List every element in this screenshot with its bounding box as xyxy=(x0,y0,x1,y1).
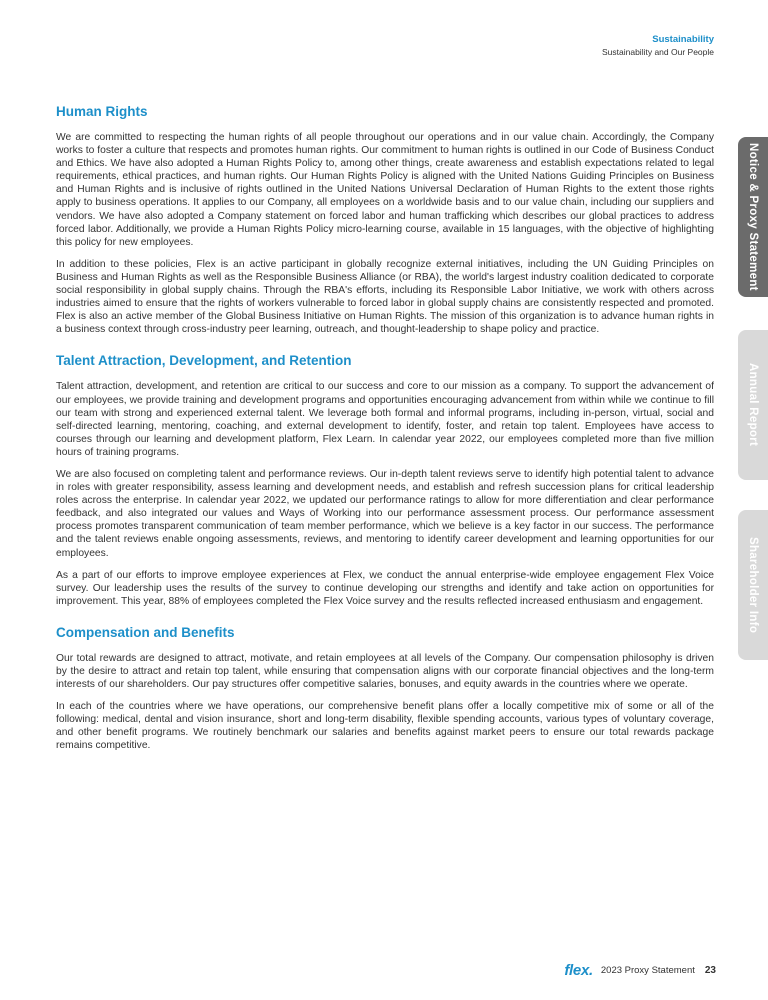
paragraph: We are also focused on completing talent and performance reviews. Our in-depth talent reviews serve to identify high potential talent to advance in roles with greater responsibility, assess learning and development needs, and establish and refresh succession plans for critical leadership roles across the enterprise. In calendar year 2022, we updated our performance ratings to allow for more differentiation and clear performance feedback, and also integrated our values and Ways of Working into our performance assessment process. Our performance assessment process promotes transparent communication of team member performance, which we believe is a key factor in our success. The performance and the talent reviews enable ongoing assessments, reviews, and mentoring to identify career development and learning opportunities for our employees. xyxy=(56,468,714,559)
section-title-compensation: Compensation and Benefits xyxy=(56,624,235,640)
tab-annual-report[interactable] xyxy=(738,330,768,480)
page-footer xyxy=(564,962,716,979)
tab-shareholder-info[interactable] xyxy=(738,510,768,660)
footer-document-title: 2023 Proxy Statement xyxy=(600,965,695,976)
paragraph: Talent attraction, development, and retention are critical to our success and core to our mission as a company. To support the advancement of our employees, we provide training and development programs and opportunities encouraging advancement from within while we continue to fill our team with strong and experienced external talent. We leverage both formal and informal programs, including in-person, virtual, social and self-directed learning, mentoring, coaching, and external development to identify, foster, and retain top talent. Employees have access to courses through our learning and development platform, Flex Learn. In calendar year 2022, our employees completed more than five million hours of training programs. xyxy=(56,381,714,458)
paragraph: In addition to these policies, Flex is an active participant in globally recognize external initiatives, including the UN Guiding Principles on Business and Human Rights as well as the Responsible Business Alliance (or RBA), the world's largest industry coalition dedicated to corporate social responsibility in global supply chains. Through the RBA's efforts, including its Responsible Labor Initiative, we work with others across industries aimed to ensure that the rights of workers vulnerable to forced labor in global supply chains are consistently respected and promoted. Flex is also an active member of the Global Business Initiative on Human Rights. The mission of this organization is to advance human rights in a business context through cross-industry peer learning, outreach, and thought-leadership to shape policy and practice. xyxy=(56,258,714,336)
tab-label: Annual Report xyxy=(747,363,759,447)
tab-label: Notice & Proxy Statement xyxy=(747,143,759,291)
flex-logo: flex. xyxy=(564,962,593,979)
main-content xyxy=(56,104,714,762)
paragraph: In each of the countries where we have operations, our comprehensive benefit plans offer a locally competitive mix of some or all of the following: medical, dental and vision insurance, short and long-term disability, flexible spending accounts, various types of voluntary coverage, and other benefit programs. We routinely benchmark our salaries and benefits against market peers to ensure our total rewards package remains competitive. xyxy=(56,701,714,752)
header-subsection: Sustainability and Our People xyxy=(602,47,714,57)
header-section: Sustainability xyxy=(652,34,714,45)
paragraph: We are committed to respecting the human rights of all people throughout our operations and in our value chain. Accordingly, the Company works to foster a culture that respects and promotes human rights. Our commitment to human rights is outlined in our Code of Business Conduct and Ethics. We have also adopted a Human Rights Policy to, among other things, create awareness and establish expectations related to legal requirements, ethical practices, and human rights. Our Human Rights Policy is aligned with the United Nations Guiding Principles on Business and Human Rights and is inclusive of rights outlined in the United Nations Universal Declaration of Human Rights to the extent those rights apply to business operations. It applies to our Company, all employees on a worldwide basis and to our value chain, including our suppliers and vendors. We have also adopted a Company statement on forced labor and human trafficking which describes our global practices to address forced labor. Additionally, we provide a Human Rights Policy micro-learning course, available in 15 languages, with the objective of highlighting this policy for new employees. xyxy=(56,132,714,248)
section-title-talent: Talent Attraction, Development, and Retention xyxy=(56,353,352,369)
section-title-human-rights: Human Rights xyxy=(56,104,148,119)
tab-notice-proxy-statement[interactable] xyxy=(738,137,768,297)
paragraph: As a part of our efforts to improve employee experiences at Flex, we conduct the annual enterprise-wide employee engagement Flex Voice survey. Our leadership uses the results of the survey to continue developing our strengths and identify and take action on opportunities for improvement. This year, 88% of employees completed the Flex Voice survey and the results reflected increased enthusiasm and engagement. xyxy=(56,569,714,607)
paragraph: Our total rewards are designed to attract, motivate, and retain employees at all levels of the Company. Our compensation philosophy is driven by the desire to attract and retain top talent, while ensuring that compensation aligns with our corporate financial objectives and the long-term interests of our shareholders. Our pay structures offer competitive salaries, bonuses, and equity awards in the countries where we operate. xyxy=(56,652,714,691)
page-number: 23 xyxy=(704,965,716,976)
page-header xyxy=(602,34,714,58)
tab-label: Shareholder Info xyxy=(747,536,759,634)
